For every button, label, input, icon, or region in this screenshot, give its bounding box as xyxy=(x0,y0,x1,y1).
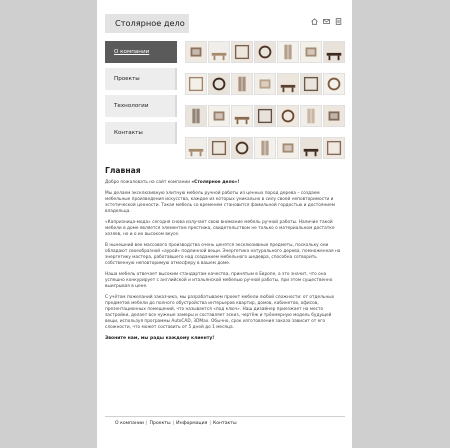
menu-item-label: Технологии xyxy=(114,103,149,109)
menu-item-technologies[interactable] xyxy=(105,95,177,117)
page-title: Главная xyxy=(105,166,141,175)
furniture-photo-10[interactable] xyxy=(231,73,253,95)
paragraph-1: Мы делаем эксклюзивную элитную мебель ручной работы из ценных пород дерева – создаем мебельные произведения искусства, каждое из которых уникально в силу своей неповторимости и эстетической ценности. Такая мебель со временем становится фамильной гордостью и достоянием владельца. xyxy=(105,191,335,214)
furniture-photo-1[interactable] xyxy=(185,41,207,63)
furniture-photo-5[interactable] xyxy=(277,41,299,63)
menu-divider xyxy=(175,122,177,144)
footer-separator: | xyxy=(145,421,148,426)
company-name: «Столярное дело»! xyxy=(191,180,240,185)
furniture-photo-18[interactable] xyxy=(254,105,276,127)
footer-link-projects[interactable]: Проекты xyxy=(149,421,171,426)
furniture-photo-15[interactable] xyxy=(185,105,207,127)
home-icon[interactable] xyxy=(311,18,318,25)
menu-divider xyxy=(175,95,177,117)
footer-link-info[interactable]: Информация xyxy=(176,421,208,426)
footer-nav xyxy=(115,421,237,426)
footer-separator: | xyxy=(172,421,175,426)
furniture-photo-20[interactable] xyxy=(300,105,322,127)
page-container xyxy=(97,0,352,448)
menu-divider xyxy=(175,68,177,90)
furniture-photo-24[interactable] xyxy=(231,137,253,159)
furniture-photo-12[interactable] xyxy=(277,73,299,95)
main-menu xyxy=(105,41,177,149)
paragraph-3: В нынешний век массового производства очень ценятся эксклюзивные предметы, поскольку они обладают своеобразной «аурой» подлинной вещи. Энергетика натурального дерева, помноженная на энергетику мастера, работавшего над созданием мебельного шедевра, способна сотворить собственную неповторимую атмосферу в вашем доме. xyxy=(105,243,341,266)
sitemap-icon[interactable] xyxy=(335,18,342,25)
furniture-photo-6[interactable] xyxy=(300,41,322,63)
footer-link-about[interactable]: О компании xyxy=(115,421,144,426)
furniture-photo-4[interactable] xyxy=(254,41,276,63)
furniture-photo-23[interactable] xyxy=(208,137,230,159)
furniture-photo-25[interactable] xyxy=(254,137,276,159)
furniture-photo-26[interactable] xyxy=(277,137,299,159)
footer-divider xyxy=(105,416,345,417)
furniture-photo-22[interactable] xyxy=(185,137,207,159)
furniture-photo-16[interactable] xyxy=(208,105,230,127)
mail-icon[interactable] xyxy=(323,18,330,25)
furniture-photo-14[interactable] xyxy=(323,73,345,95)
welcome-text: Добро пожаловать на сайт компании xyxy=(105,180,192,185)
footer-separator: | xyxy=(209,421,211,426)
paragraph-5: С учётом пожеланий заказчика, мы разрабатываем проект мебели любой сложности: от отдельных предметов мебели до полного обустройства интерьеров квартир, домов, кабинетов, офисов, презентационных помещений, что называется «под ключ». Наш дизайнер приезжает на место застройки, делает все нужные замеры и составляет эскиз, чертёж и трёхмерную модель будущей вещи, используя программы AutoCAD, 3DMax. Обычно, срок изготовления заказа зависит от его сложности, что может составить от 5 дней до 1 месяца. xyxy=(105,295,335,330)
menu-item-projects[interactable] xyxy=(105,68,177,90)
menu-item-label: Контакты xyxy=(114,130,143,136)
furniture-photo-19[interactable] xyxy=(277,105,299,127)
furniture-photo-9[interactable] xyxy=(208,73,230,95)
header-icons xyxy=(311,18,342,25)
paragraph-4: Наша мебель отвечает высоким стандартам качества, принятым в Европе, а это значит, что она успешно конкурирует с английской и итальянской мебелью ручной работы, при этом существенно выигрывая в цене. xyxy=(105,272,333,289)
footer-link-contacts[interactable]: Контакты xyxy=(212,421,237,426)
menu-item-label: Проекты xyxy=(114,76,140,82)
header xyxy=(97,0,352,36)
menu-item-label: О компании xyxy=(114,49,150,55)
furniture-photo-13[interactable] xyxy=(300,73,322,95)
furniture-photo-11[interactable] xyxy=(254,73,276,95)
furniture-photo-17[interactable] xyxy=(231,105,253,127)
main-content xyxy=(105,166,345,341)
site-logo[interactable]: Столярное дело xyxy=(105,14,189,33)
furniture-photo-3[interactable] xyxy=(231,41,253,63)
furniture-photo-27[interactable] xyxy=(300,137,322,159)
welcome-paragraph xyxy=(105,180,345,186)
furniture-photo-21[interactable] xyxy=(323,105,345,127)
furniture-photo-2[interactable] xyxy=(208,41,230,63)
menu-item-about[interactable] xyxy=(105,41,177,63)
furniture-photo-8[interactable] xyxy=(185,73,207,95)
furniture-photo-7[interactable] xyxy=(323,41,345,63)
call-to-action: Звоните нам, мы рады каждому клиенту! xyxy=(105,336,215,341)
paragraph-2: «Капризница-мода» сегодня снова излучает свою внимание мебель ручной работы. Наличие такой мебели в доме является элементом престижа, свидетельством не только о материальном достатке хозяев, но и о их высоком вкусе. xyxy=(105,220,335,237)
menu-item-contacts[interactable] xyxy=(105,122,177,144)
furniture-photo-28[interactable] xyxy=(323,137,345,159)
